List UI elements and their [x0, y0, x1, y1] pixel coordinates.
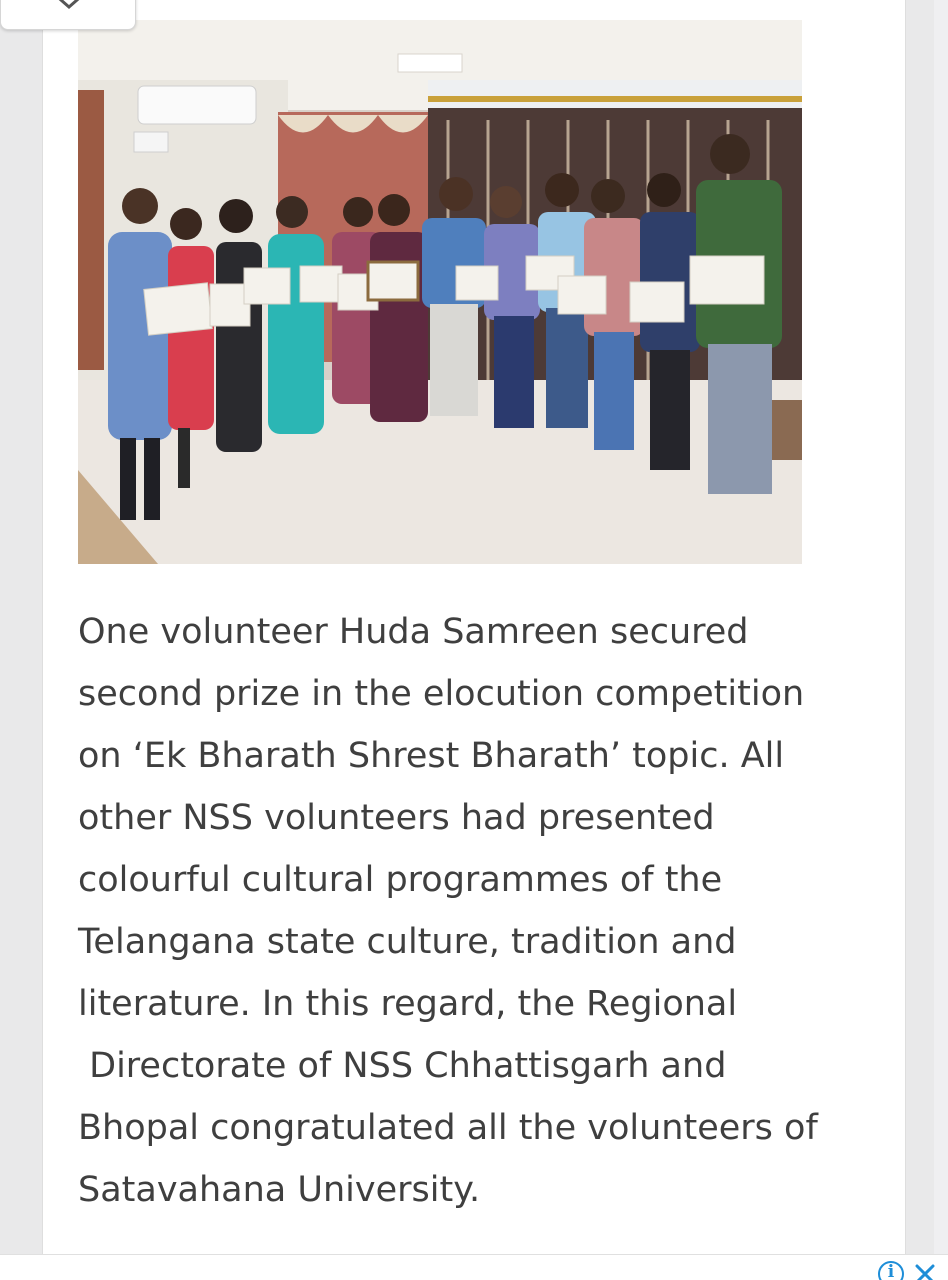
info-icon: i: [887, 1262, 895, 1280]
body-line: Bhopal congratulated all the volunteers of: [78, 1108, 818, 1148]
article-photo: [78, 20, 802, 564]
ad-close-icon[interactable]: [914, 1263, 936, 1280]
body-line: literature. In this regard, the Regional: [78, 984, 738, 1024]
article-body: [78, 601, 878, 1221]
ad-info-button[interactable]: [878, 1261, 904, 1280]
collapse-ad-button[interactable]: [0, 0, 136, 30]
body-line: colourful cultural programmes of the: [78, 860, 723, 900]
body-line: Satavahana University.: [78, 1170, 481, 1210]
body-line: One volunteer Huda Samreen secured: [78, 612, 749, 652]
scrollbar-track[interactable]: [934, 0, 948, 1280]
body-line: second prize in the elocution competition: [78, 674, 805, 714]
body-line: other NSS volunteers had presented: [78, 798, 715, 838]
body-line: Directorate of NSS Chhattisgarh and: [78, 1046, 727, 1086]
body-line: Telangana state culture, tradition and: [78, 922, 737, 962]
close-icon: [49, 0, 89, 17]
body-line: on ‘Ek Bharath Shrest Bharath’ topic. All: [78, 736, 785, 776]
ad-banner[interactable]: [0, 1254, 948, 1280]
